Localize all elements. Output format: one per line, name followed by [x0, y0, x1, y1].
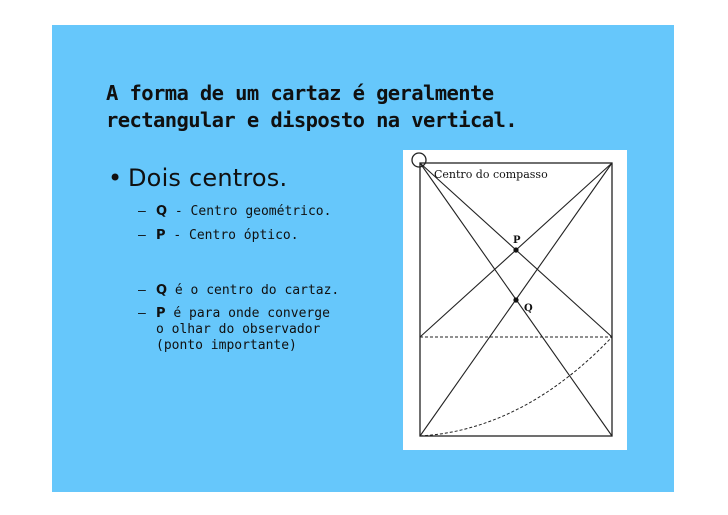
sub-bullet-1 — [138, 204, 331, 220]
dash: – — [138, 283, 146, 298]
label-q: Q — [524, 303, 533, 314]
diagram-caption: Centro do compasso — [434, 168, 548, 181]
title-line-2: rectangular e disposto na vertical. — [106, 108, 517, 132]
sub-bullet-3 — [138, 283, 339, 299]
sub-bullet-text: é para onde converge — [165, 306, 330, 321]
point-q-marker — [513, 297, 518, 302]
sub-bullet-letter: Q — [156, 204, 168, 219]
sub-bullet-continuation: o olhar do observador — [156, 322, 321, 337]
compass-arc — [420, 337, 612, 436]
main-bullet-text: Dois centros. — [128, 164, 288, 192]
slide-background — [52, 25, 674, 492]
sub-bullet-4 — [138, 306, 330, 354]
poster-diagram — [403, 150, 627, 450]
label-p: P — [513, 235, 521, 246]
sub-bullet-text: é o centro do cartaz. — [167, 283, 340, 298]
dash: – — [138, 204, 146, 219]
sub-bullet-text: - Centro geométrico. — [167, 204, 332, 219]
sub-bullet-letter: P — [156, 228, 166, 243]
dash: – — [138, 228, 146, 243]
poster-diagram-svg — [403, 150, 627, 450]
dash: – — [138, 306, 146, 321]
main-bullet — [108, 164, 287, 192]
sub-bullet-2 — [138, 228, 299, 244]
compass-center-circle — [412, 153, 426, 167]
point-p-marker — [513, 247, 518, 252]
sub-bullet-letter: Q — [156, 283, 168, 298]
bullet-dot: • — [108, 164, 123, 192]
title-line-1: A forma de um cartaz é geralmente — [106, 81, 494, 105]
slide-title — [106, 80, 576, 134]
sub-bullet-continuation: (ponto importante) — [156, 338, 297, 353]
sub-bullet-text: - Centro óptico. — [165, 228, 299, 243]
sub-bullet-letter: P — [156, 306, 166, 321]
